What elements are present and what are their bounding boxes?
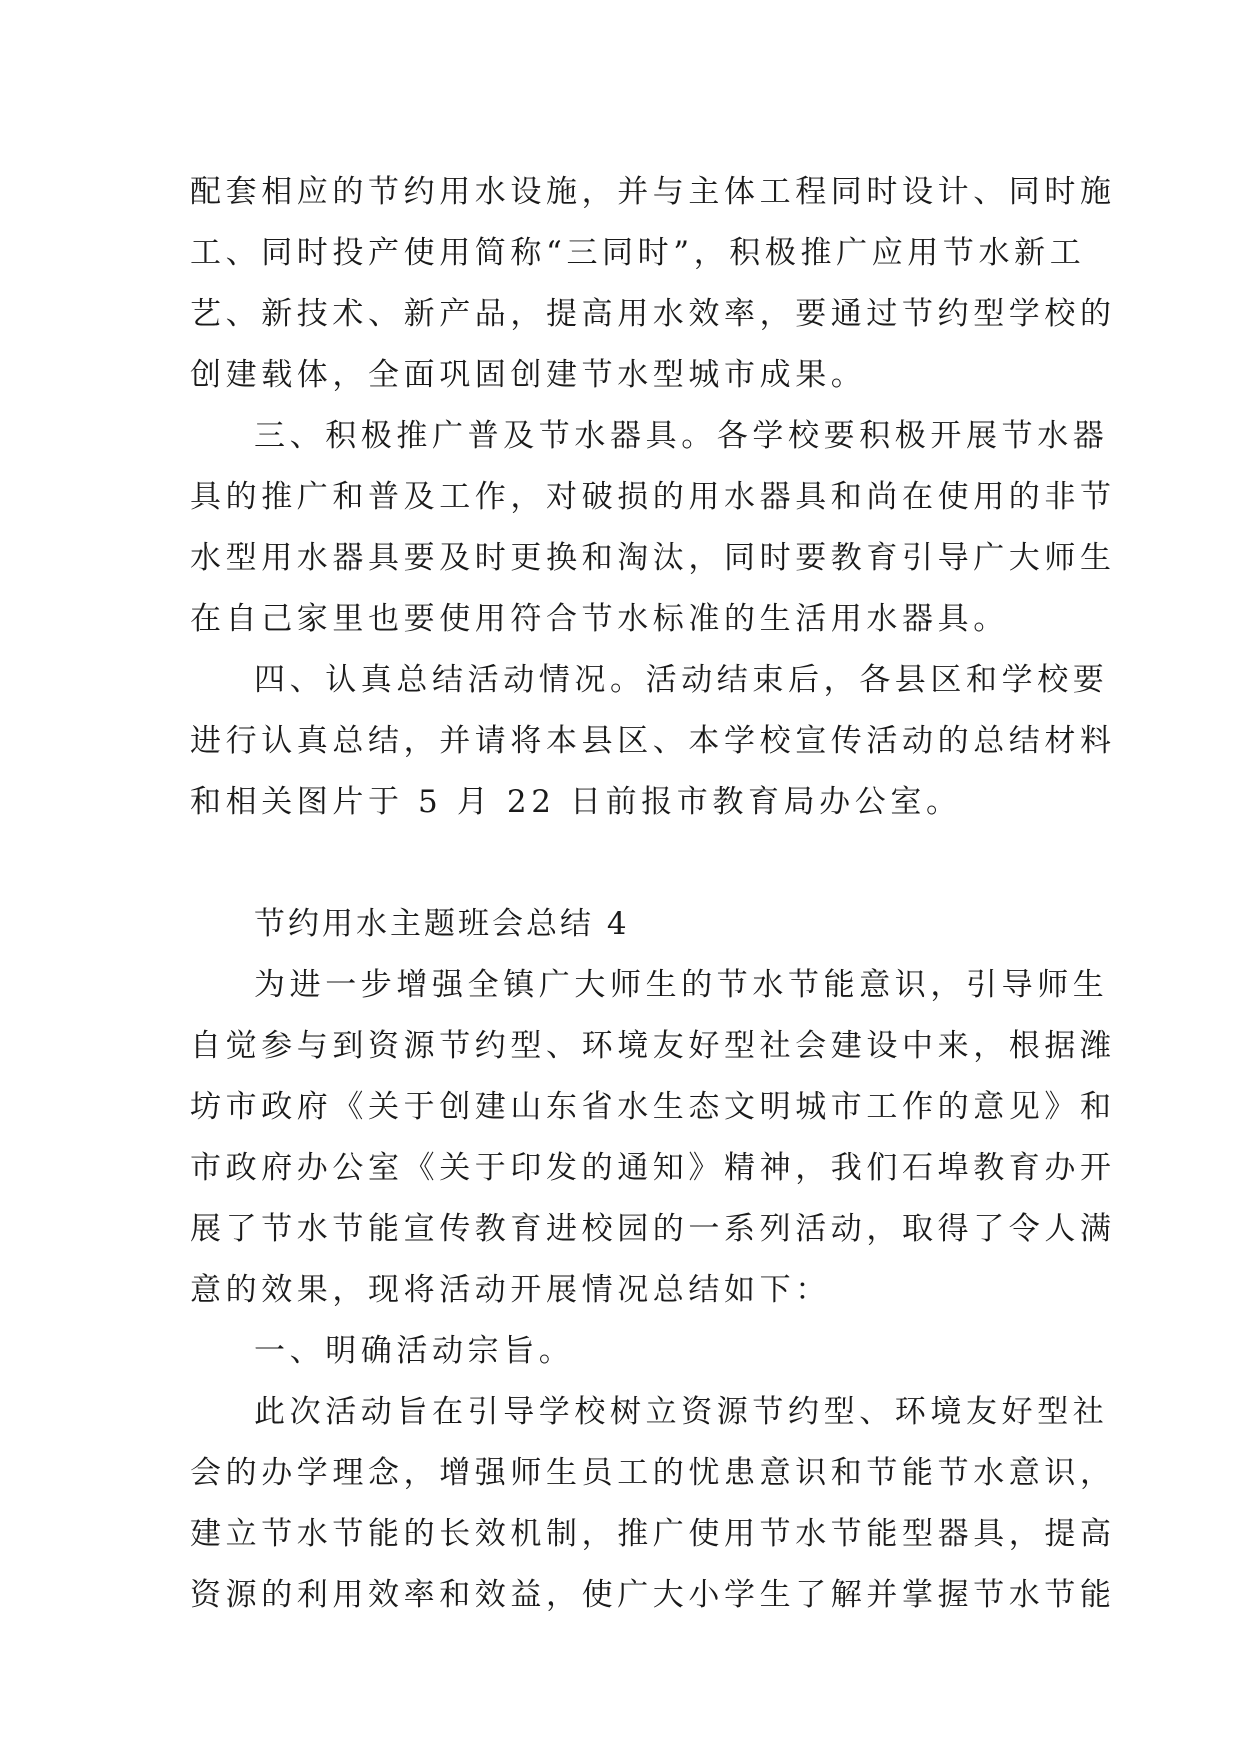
text-line: 四、认真总结活动情况。活动结束后，各县区和学校要 — [254, 662, 1109, 698]
text-line: 建立节水节能的长效机制，推广使用节水节能型器具，提高 — [190, 1516, 1116, 1552]
blank-line — [190, 833, 1050, 894]
text-line: 坊市政府《关于创建山东省水生态文明城市工作的意见》和 — [190, 1089, 1116, 1125]
text-line: 意的效果，现将活动开展情况总结如下： — [190, 1272, 831, 1308]
text-line: 进行认真总结，并请将本县区、本学校宣传活动的总结材料 — [190, 723, 1116, 759]
text-line: 具的推广和普及工作，对破损的用水器具和尚在使用的非节 — [190, 479, 1116, 515]
text-line: 艺、新技术、新产品，提高用水效率，要通过节约型学校的 — [190, 296, 1116, 332]
text-line: 和相关图片于 5 月 22 日前报市教育局办公室。 — [190, 784, 962, 820]
text-line: 三、积极推广普及节水器具。各学校要积极开展节水器 — [254, 418, 1109, 454]
text-line: 一、明确活动宗旨。 — [254, 1333, 575, 1369]
text-line: 配套相应的节约用水设施，并与主体工程同时设计、同时施 — [190, 174, 1116, 210]
text-line: 资源的利用效率和效益，使广大小学生了解并掌握节水节能 — [190, 1577, 1116, 1613]
text-line: 工、同时投产使用简称“三同时”，积极推广应用节水新工 — [190, 235, 1086, 271]
document-body — [190, 162, 1116, 1626]
text-line: 自觉参与到资源节约型、环境友好型社会建设中来，根据潍 — [190, 1028, 1116, 1064]
text-line: 此次活动旨在引导学校树立资源节约型、环境友好型社 — [254, 1394, 1109, 1430]
text-line: 展了节水节能宣传教育进校园的一系列活动，取得了令人满 — [190, 1211, 1116, 1247]
text-line: 在自己家里也要使用符合节水标准的生活用水器具。 — [190, 601, 1009, 637]
text-line: 水型用水器具要及时更换和淘汰，同时要教育引导广大师生 — [190, 540, 1116, 576]
section-heading: 节约用水主题班会总结 4 — [254, 906, 630, 942]
text-line: 会的办学理念，增强师生员工的忧患意识和节能节水意识， — [190, 1455, 1116, 1491]
text-line: 创建载体，全面巩固创建节水型城市成果。 — [190, 357, 867, 393]
text-line: 为进一步增强全镇广大师生的节水节能意识，引导师生 — [254, 967, 1109, 1003]
text-line: 市政府办公室《关于印发的通知》精神，我们石埠教育办开 — [190, 1150, 1116, 1186]
